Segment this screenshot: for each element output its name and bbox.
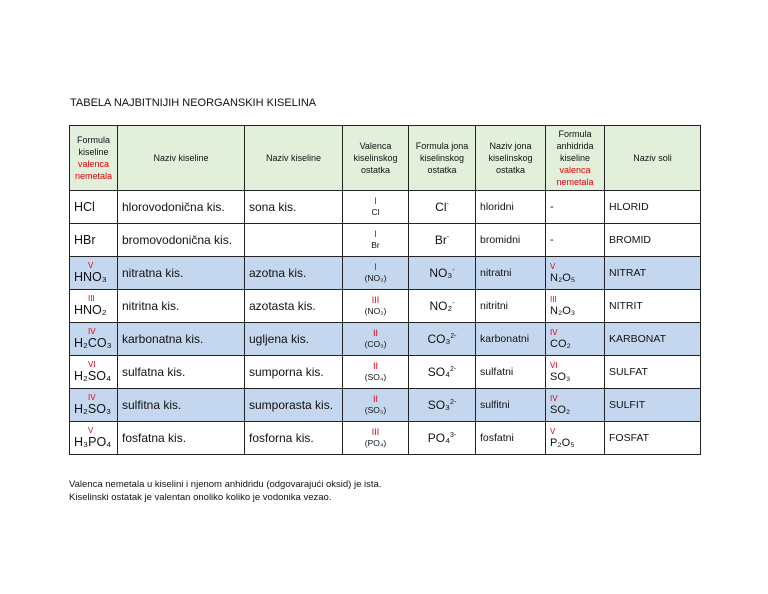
acid-name: fosfatna kis. — [118, 422, 245, 455]
acid-formula: HCl — [74, 199, 95, 214]
acid-name: sulfatna kis. — [118, 356, 245, 389]
formula-valence: V — [88, 261, 94, 270]
ion-name: hloridni — [476, 191, 546, 224]
ion-formula-cell — [409, 389, 476, 422]
anhydride-formula: N₂O₃ — [550, 304, 576, 317]
anhydride-cell — [546, 290, 605, 323]
page-title: TABELA NAJBITNIJIH NEORGANSKIH KISELINA — [70, 97, 317, 109]
acid-name-alt: sumporna kis. — [245, 356, 343, 389]
residue-valence: II — [372, 394, 378, 404]
anhydride-formula: SO₂ — [550, 403, 571, 416]
ion-formula-cell — [409, 290, 476, 323]
ion-charge: 2- — [450, 399, 457, 406]
residue-group: (PO₄) — [364, 438, 387, 448]
ion-name: nitratni — [476, 257, 546, 290]
acid-formula-cell — [70, 356, 118, 389]
residue-valence-cell — [343, 356, 409, 389]
acid-formula: HBr — [74, 232, 96, 247]
residue-valence: I — [374, 229, 377, 239]
ion-charge: - — [446, 234, 450, 241]
formula-valence: VI — [88, 360, 96, 369]
table-row — [70, 422, 701, 455]
salt-name: NITRIT — [605, 290, 701, 323]
ion-charge: 3- — [450, 432, 457, 439]
anhydride-cell — [546, 422, 605, 455]
residue-valence-cell — [343, 290, 409, 323]
header-ion-name: Naziv jona kiselinskog ostatka — [476, 126, 546, 191]
acid-name: sulfitna kis. — [118, 389, 245, 422]
header-formula: Formula kiseline valenca nemetala — [70, 126, 118, 191]
anhydride-cell — [546, 356, 605, 389]
ion-formula-cell — [409, 224, 476, 257]
anhydride-valence: VI — [550, 360, 558, 370]
ion-formula: SO₄ — [427, 365, 450, 379]
ion-charge: 2- — [450, 333, 457, 340]
ion-formula: PO₄ — [427, 431, 450, 445]
ion-charge: 2- — [450, 366, 457, 373]
formula-valence: IV — [88, 393, 96, 402]
anhydride-cell — [546, 191, 605, 224]
anhydride-formula: N₂O₅ — [550, 271, 576, 284]
ion-charge: - — [446, 201, 449, 208]
acid-name-alt: ugljena kis. — [245, 323, 343, 356]
ion-formula-cell — [409, 191, 476, 224]
ion-formula: CO₃ — [427, 332, 451, 346]
formula-valence: IV — [88, 327, 96, 336]
salt-name: KARBONAT — [605, 323, 701, 356]
ion-formula: SO₃ — [427, 398, 450, 412]
acids-table — [69, 125, 701, 455]
residue-valence-cell — [343, 323, 409, 356]
acid-formula: H₂SO₃ — [74, 402, 112, 416]
salt-name: NITRAT — [605, 257, 701, 290]
header-anhydride: Formula anhidrida kiseline valenca nemetala — [546, 126, 605, 191]
acid-formula-cell — [70, 257, 118, 290]
table-row — [70, 191, 701, 224]
salt-name: SULFAT — [605, 356, 701, 389]
acid-name-alt: sumporasta kis. — [245, 389, 343, 422]
residue-group: Br — [371, 240, 380, 250]
table-row — [70, 323, 701, 356]
table-row — [70, 356, 701, 389]
anhydride-valence: III — [550, 294, 557, 304]
ion-charge: - — [452, 300, 455, 307]
acid-name: karbonatna kis. — [118, 323, 245, 356]
ion-name: fosfatni — [476, 422, 546, 455]
anhydride-formula: - — [550, 201, 554, 213]
residue-valence: I — [374, 196, 377, 206]
salt-name: SULFIT — [605, 389, 701, 422]
ion-formula: NO₂ — [429, 299, 453, 313]
acid-name-alt: azotna kis. — [245, 257, 343, 290]
acid-formula-cell — [70, 323, 118, 356]
residue-valence-cell — [343, 422, 409, 455]
table-row — [70, 224, 701, 257]
acid-name: hlorovodonična kis. — [118, 191, 245, 224]
acid-formula: H₂SO₄ — [74, 369, 112, 383]
residue-valence-cell — [343, 224, 409, 257]
ion-charge: - — [452, 267, 455, 274]
ion-formula-cell — [409, 356, 476, 389]
table-row — [70, 257, 701, 290]
residue-group: Cl — [371, 207, 380, 217]
salt-name: FOSFAT — [605, 422, 701, 455]
anhydride-valence: IV — [550, 393, 558, 403]
anhydride-valence: V — [550, 261, 556, 271]
residue-group: (CO₃) — [364, 339, 387, 349]
ion-name: sulfitni — [476, 389, 546, 422]
anhydride-cell — [546, 257, 605, 290]
header-row — [70, 126, 701, 191]
residue-group: (SO₃) — [364, 405, 387, 415]
acid-name: bromovodonična kis. — [118, 224, 245, 257]
acid-name-alt: sona kis. — [245, 191, 343, 224]
acid-formula: H₂CO₃ — [74, 336, 112, 350]
residue-valence-cell — [343, 389, 409, 422]
ion-formula-cell — [409, 422, 476, 455]
anhydride-formula: - — [550, 234, 554, 246]
acid-name-alt: azotasta kis. — [245, 290, 343, 323]
residue-group: (NO₃) — [364, 273, 387, 283]
residue-valence: II — [372, 328, 378, 338]
acid-name-alt: fosforna kis. — [245, 422, 343, 455]
acid-formula: HNO₂ — [74, 303, 107, 317]
residue-group: (SO₄) — [364, 372, 387, 382]
header-acid-name: Naziv kiseline — [118, 126, 245, 191]
anhydride-formula: CO₂ — [550, 337, 571, 350]
residue-valence: III — [371, 295, 380, 305]
note-1: Valenca nemetala u kiselini i njenom anhidridu (odgovarajući oksid) je ista. — [69, 479, 382, 490]
acid-formula-cell — [70, 191, 118, 224]
residue-valence-cell — [343, 257, 409, 290]
anhydride-cell — [546, 323, 605, 356]
formula-valence: III — [88, 294, 95, 303]
anhydride-formula: P₂O₅ — [550, 436, 575, 449]
ion-formula: NO₃ — [429, 266, 453, 280]
salt-name: BROMID — [605, 224, 701, 257]
ion-name: bromidni — [476, 224, 546, 257]
ion-formula: Cl — [435, 200, 447, 214]
ion-name: karbonatni — [476, 323, 546, 356]
ion-formula-cell — [409, 323, 476, 356]
header-acid-name-2: Naziv kiseline — [245, 126, 343, 191]
note-2: Kiselinski ostatak je valentan onoliko koliko je vodonika vezao. — [69, 492, 332, 503]
header-salt-name: Naziv soli — [605, 126, 701, 191]
acid-formula-cell — [70, 389, 118, 422]
acid-formula: HNO₃ — [74, 270, 107, 284]
table-row — [70, 290, 701, 323]
ion-formula-cell — [409, 257, 476, 290]
residue-valence: II — [372, 361, 378, 371]
anhydride-cell — [546, 224, 605, 257]
acid-name: nitritna kis. — [118, 290, 245, 323]
acid-name: nitratna kis. — [118, 257, 245, 290]
header-residue-valence: Valenca kiselinskog ostatka — [343, 126, 409, 191]
salt-name: HLORID — [605, 191, 701, 224]
table-row — [70, 389, 701, 422]
acid-name-alt — [245, 224, 343, 257]
ion-formula: Br — [434, 233, 447, 247]
residue-valence: III — [371, 427, 380, 437]
acid-formula-cell — [70, 422, 118, 455]
anhydride-valence: IV — [550, 327, 558, 337]
residue-valence-cell — [343, 191, 409, 224]
formula-valence: V — [88, 426, 94, 435]
residue-valence: I — [374, 262, 377, 272]
header-ion-formula: Formula jona kiselinskog ostatka — [409, 126, 476, 191]
anhydride-formula: SO₃ — [550, 370, 571, 383]
ion-name: nitritni — [476, 290, 546, 323]
anhydride-cell — [546, 389, 605, 422]
acid-formula: H₃PO₄ — [74, 435, 112, 449]
anhydride-valence: V — [550, 426, 556, 436]
acid-formula-cell — [70, 290, 118, 323]
residue-group: (NO₂) — [364, 306, 387, 316]
ion-name: sulfatni — [476, 356, 546, 389]
acid-formula-cell — [70, 224, 118, 257]
